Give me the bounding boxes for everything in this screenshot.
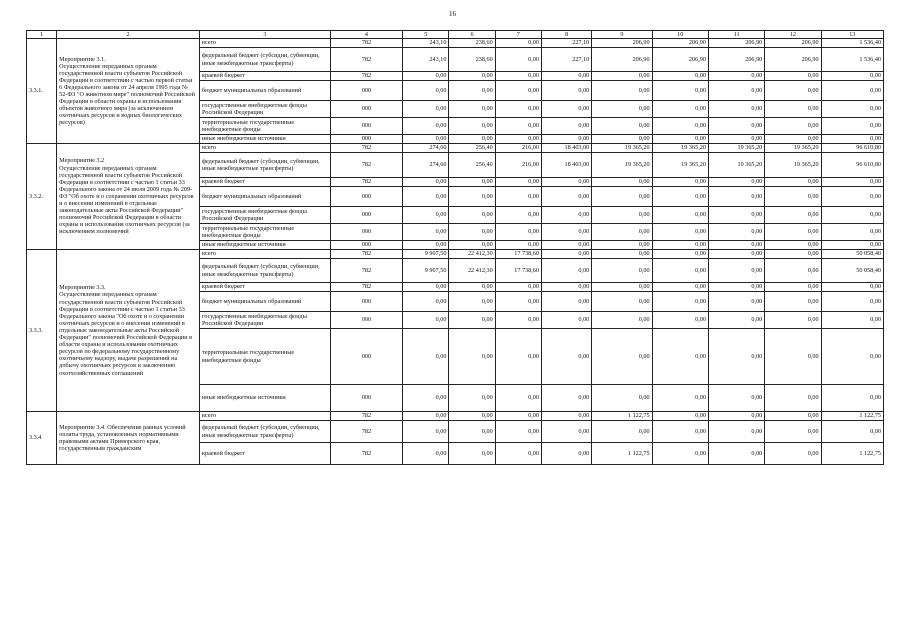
- value-cell: 0,00: [495, 101, 541, 118]
- total-value-cell: 50 058,40: [821, 259, 883, 283]
- value-cell: 0,00: [592, 178, 652, 187]
- value-cell: 0,00: [592, 312, 652, 329]
- value-cell: 0,00: [592, 283, 652, 292]
- value-cell: 0,00: [765, 283, 821, 292]
- value-cell: 0,00: [541, 385, 591, 412]
- budget-code: 782: [330, 259, 402, 283]
- value-cell: 17 738,60: [495, 250, 541, 259]
- value-cell: 0,00: [765, 81, 821, 101]
- measure-description: Мероприятие 3.2 Осуществление переданных органам государственной власти субъектов Российской Федерации в соответствии с частью 1 статьи 33 Федерального закона от 24 июля 2009 года № 209-ФЗ "Об охоте и о сохранении охотничьих ресурсов и о внесении изменений в отдельные законодательные акты Российской Федерации" полномочий Российской Федерации в области охраны и использования охотничьих ресурсов (за исключением полномочий: [57, 144, 200, 250]
- value-cell: 0,00: [541, 421, 591, 443]
- total-value-cell: 0,00: [821, 385, 883, 412]
- value-cell: 0,00: [592, 385, 652, 412]
- value-cell: 0,00: [541, 207, 591, 224]
- value-cell: 0,00: [765, 421, 821, 443]
- value-cell: 243,10: [403, 48, 449, 72]
- value-cell: 0,00: [495, 412, 541, 421]
- page-number: 16: [449, 10, 456, 18]
- value-cell: 0,00: [541, 329, 591, 385]
- value-cell: 0,00: [765, 135, 821, 144]
- value-cell: 0,00: [592, 241, 652, 250]
- value-cell: 0,00: [449, 135, 495, 144]
- value-cell: 0,00: [495, 224, 541, 241]
- value-cell: 0,00: [708, 283, 764, 292]
- measure-description: Мероприятие 3.1. Осуществление переданных органам государственной власти субъектов Российской Федерации в соответствии с частью первой статьи 6 Федерального закона от 24 апреля 1995 года № 52-ФЗ "О животном мире" полномочий Российской Федерации в области охраны и использования объектов животного мира (за исключением охотничьих ресурсов и водных биологических ресурсов): [57, 39, 200, 144]
- value-cell: 9 907,50: [403, 259, 449, 283]
- value-cell: 0,00: [708, 135, 764, 144]
- table-row: [27, 412, 884, 421]
- header-cell: 8: [541, 31, 591, 39]
- total-value-cell: 96 610,80: [821, 153, 883, 178]
- value-cell: 9 907,50: [403, 250, 449, 259]
- total-value-cell: 1 122,75: [821, 443, 883, 465]
- value-cell: 0,00: [765, 292, 821, 312]
- header-cell: 13: [821, 31, 883, 39]
- value-cell: 0,00: [541, 250, 591, 259]
- funding-source: федеральный бюджет (субсидии, субвенции, иные межбюджетные трансферты): [200, 48, 331, 72]
- value-cell: 0,00: [403, 292, 449, 312]
- funding-source: территориальные государственные внебюджетные фонды: [200, 118, 331, 135]
- value-cell: 0,00: [541, 443, 591, 465]
- value-cell: 227,10: [541, 39, 591, 48]
- value-cell: 0,00: [708, 385, 764, 412]
- measure-number: 3.3.3.: [27, 250, 57, 412]
- total-value-cell: 0,00: [821, 81, 883, 101]
- budget-code: 782: [330, 153, 402, 178]
- measure-number: 3.3.4: [27, 412, 57, 465]
- value-cell: 1 122,75: [592, 412, 652, 421]
- header-cell: 11: [708, 31, 764, 39]
- measure-description: Мероприятие 3.3. Осуществление переданных органам государственной власти субъектов Российской Федерации в соответствии с частью 1 статьи 33 Федерального закона "Об охоте и о сохранении охотничьих ресурсов и о внесении изменений в отдельные законодательные акты Российской Федерации" полномочий Российской Федерации в области охраны и использования охотничьих ресурсов по федеральному государственному охотничьему надзору, выдаче разрешений на добычу охотничьих ресурсов и заключению охотхозяйственных соглашений: [57, 250, 200, 412]
- value-cell: 0,00: [449, 329, 495, 385]
- funding-source: государственные внебюджетные фонды Российской Федерации: [200, 312, 331, 329]
- value-cell: 0,00: [652, 329, 708, 385]
- value-cell: 0,00: [708, 178, 764, 187]
- value-cell: 0,00: [652, 385, 708, 412]
- value-cell: 0,00: [495, 385, 541, 412]
- value-cell: 0,00: [495, 312, 541, 329]
- table-row: [27, 144, 884, 153]
- header-cell: 1: [27, 31, 57, 39]
- value-cell: 0,00: [403, 81, 449, 101]
- value-cell: 0,00: [652, 72, 708, 81]
- value-cell: 0,00: [652, 81, 708, 101]
- funding-source: федеральный бюджет (субсидии, субвенции, иные межбюджетные трансферты): [200, 421, 331, 443]
- value-cell: 0,00: [449, 178, 495, 187]
- budget-code: 782: [330, 144, 402, 153]
- value-cell: 0,00: [403, 101, 449, 118]
- total-value-cell: 1 536,40: [821, 48, 883, 72]
- value-cell: 0,00: [652, 241, 708, 250]
- header-cell: 2: [57, 31, 200, 39]
- value-cell: 206,90: [765, 48, 821, 72]
- value-cell: 0,00: [652, 178, 708, 187]
- funding-source: федеральный бюджет (субсидии, субвенции, иные межбюджетные трансферты): [200, 259, 331, 283]
- budget-code: 000: [330, 241, 402, 250]
- budget-code: 000: [330, 385, 402, 412]
- header-row: [27, 31, 884, 39]
- value-cell: 0,00: [541, 118, 591, 135]
- value-cell: 243,10: [403, 39, 449, 48]
- header-cell: 6: [449, 31, 495, 39]
- value-cell: 274,60: [403, 144, 449, 153]
- value-cell: 206,90: [592, 39, 652, 48]
- value-cell: 0,00: [403, 72, 449, 81]
- funding-source: всего: [200, 250, 331, 259]
- value-cell: 19 365,20: [708, 153, 764, 178]
- value-cell: 0,00: [449, 312, 495, 329]
- value-cell: 19 365,20: [765, 153, 821, 178]
- value-cell: 0,00: [765, 385, 821, 412]
- budget-code: 000: [330, 207, 402, 224]
- measure-number: 3.3.1.: [27, 39, 57, 144]
- budget-code: 782: [330, 412, 402, 421]
- header-cell: 4: [330, 31, 402, 39]
- total-value-cell: 50 058,40: [821, 250, 883, 259]
- value-cell: 206,90: [652, 48, 708, 72]
- value-cell: 0,00: [765, 241, 821, 250]
- total-value-cell: 0,00: [821, 312, 883, 329]
- value-cell: 0,00: [403, 385, 449, 412]
- value-cell: 206,90: [708, 39, 764, 48]
- value-cell: 0,00: [765, 118, 821, 135]
- header-cell: 7: [495, 31, 541, 39]
- value-cell: 0,00: [495, 421, 541, 443]
- header-cell: 3: [200, 31, 331, 39]
- value-cell: 0,00: [403, 412, 449, 421]
- value-cell: 0,00: [708, 259, 764, 283]
- budget-code: 782: [330, 283, 402, 292]
- value-cell: 0,00: [708, 241, 764, 250]
- value-cell: 22 412,30: [449, 250, 495, 259]
- value-cell: 0,00: [449, 207, 495, 224]
- value-cell: 0,00: [495, 118, 541, 135]
- value-cell: 19 365,20: [652, 153, 708, 178]
- value-cell: 0,00: [652, 292, 708, 312]
- value-cell: 0,00: [541, 312, 591, 329]
- budget-code: 000: [330, 292, 402, 312]
- budget-table-body: [27, 31, 884, 465]
- value-cell: 19 365,20: [708, 144, 764, 153]
- total-value-cell: 96 610,80: [821, 144, 883, 153]
- total-value-cell: 1 122,75: [821, 412, 883, 421]
- value-cell: 0,00: [541, 224, 591, 241]
- funding-source: территориальные государственные внебюджетные фонды: [200, 224, 331, 241]
- total-value-cell: 0,00: [821, 118, 883, 135]
- budget-code: 782: [330, 178, 402, 187]
- value-cell: 274,60: [403, 153, 449, 178]
- value-cell: 0,00: [449, 224, 495, 241]
- value-cell: 256,40: [449, 153, 495, 178]
- header-cell: 10: [652, 31, 708, 39]
- value-cell: 0,00: [708, 312, 764, 329]
- value-cell: 0,00: [495, 81, 541, 101]
- budget-code: 000: [330, 187, 402, 207]
- value-cell: 0,00: [652, 312, 708, 329]
- budget-code: 782: [330, 250, 402, 259]
- value-cell: 0,00: [708, 329, 764, 385]
- value-cell: 0,00: [541, 187, 591, 207]
- value-cell: 0,00: [449, 241, 495, 250]
- value-cell: 0,00: [495, 178, 541, 187]
- value-cell: 0,00: [765, 207, 821, 224]
- total-value-cell: 0,00: [821, 283, 883, 292]
- value-cell: 0,00: [403, 312, 449, 329]
- budget-code: 782: [330, 443, 402, 465]
- value-cell: 0,00: [708, 224, 764, 241]
- value-cell: 0,00: [449, 421, 495, 443]
- header-cell: 9: [592, 31, 652, 39]
- budget-code: 000: [330, 101, 402, 118]
- value-cell: 0,00: [652, 224, 708, 241]
- header-cell: 12: [765, 31, 821, 39]
- measure-description: Мероприятие 3.4. Обеспечение равных условий оплаты труда, установленных нормативными правовыми актами Приморского края, государственным гражданским: [57, 412, 200, 465]
- value-cell: 0,00: [449, 187, 495, 207]
- total-value-cell: 0,00: [821, 421, 883, 443]
- value-cell: 19 365,20: [652, 144, 708, 153]
- value-cell: 0,00: [708, 118, 764, 135]
- value-cell: 0,00: [765, 187, 821, 207]
- value-cell: 0,00: [708, 250, 764, 259]
- value-cell: 0,00: [495, 443, 541, 465]
- value-cell: 238,60: [449, 48, 495, 72]
- value-cell: 0,00: [592, 329, 652, 385]
- table-row: [27, 39, 884, 48]
- value-cell: 0,00: [541, 135, 591, 144]
- value-cell: 19 365,20: [592, 144, 652, 153]
- value-cell: 0,00: [708, 443, 764, 465]
- budget-code: 000: [330, 135, 402, 144]
- value-cell: 238,60: [449, 39, 495, 48]
- total-value-cell: 0,00: [821, 329, 883, 385]
- value-cell: 206,90: [708, 48, 764, 72]
- value-cell: 0,00: [495, 283, 541, 292]
- value-cell: 0,00: [541, 178, 591, 187]
- value-cell: 0,00: [592, 292, 652, 312]
- value-cell: 0,00: [765, 443, 821, 465]
- total-value-cell: 0,00: [821, 135, 883, 144]
- value-cell: 0,00: [708, 101, 764, 118]
- value-cell: 0,00: [495, 135, 541, 144]
- value-cell: 1 122,75: [592, 443, 652, 465]
- value-cell: 0,00: [449, 101, 495, 118]
- value-cell: 0,00: [449, 118, 495, 135]
- value-cell: 0,00: [592, 207, 652, 224]
- value-cell: 0,00: [495, 207, 541, 224]
- value-cell: 206,90: [652, 39, 708, 48]
- budget-code: 782: [330, 48, 402, 72]
- value-cell: 0,00: [765, 412, 821, 421]
- value-cell: 0,00: [708, 81, 764, 101]
- value-cell: 0,00: [652, 207, 708, 224]
- total-value-cell: 0,00: [821, 187, 883, 207]
- value-cell: 0,00: [592, 421, 652, 443]
- total-value-cell: 0,00: [821, 178, 883, 187]
- value-cell: 0,00: [652, 250, 708, 259]
- value-cell: 0,00: [708, 187, 764, 207]
- budget-code: 000: [330, 118, 402, 135]
- funding-source: всего: [200, 412, 331, 421]
- value-cell: 0,00: [495, 241, 541, 250]
- value-cell: 0,00: [765, 329, 821, 385]
- value-cell: 18 403,00: [541, 144, 591, 153]
- value-cell: 0,00: [449, 292, 495, 312]
- value-cell: 0,00: [708, 72, 764, 81]
- value-cell: 0,00: [541, 241, 591, 250]
- value-cell: 0,00: [403, 187, 449, 207]
- value-cell: 0,00: [652, 101, 708, 118]
- value-cell: 0,00: [449, 385, 495, 412]
- value-cell: 0,00: [403, 421, 449, 443]
- total-value-cell: 0,00: [821, 207, 883, 224]
- value-cell: 0,00: [403, 241, 449, 250]
- value-cell: 0,00: [765, 250, 821, 259]
- value-cell: 0,00: [652, 259, 708, 283]
- value-cell: 0,00: [403, 283, 449, 292]
- value-cell: 0,00: [652, 421, 708, 443]
- funding-source: бюджет муниципальных образований: [200, 292, 331, 312]
- budget-code: 000: [330, 81, 402, 101]
- table-row: [27, 250, 884, 259]
- value-cell: 0,00: [449, 283, 495, 292]
- value-cell: 0,00: [495, 292, 541, 312]
- value-cell: 0,00: [592, 118, 652, 135]
- budget-code: 782: [330, 72, 402, 81]
- budget-code: 000: [330, 329, 402, 385]
- value-cell: 0,00: [592, 101, 652, 118]
- value-cell: 0,00: [652, 118, 708, 135]
- total-value-cell: 0,00: [821, 292, 883, 312]
- header-cell: 5: [403, 31, 449, 39]
- value-cell: 0,00: [495, 329, 541, 385]
- value-cell: 0,00: [652, 187, 708, 207]
- value-cell: 0,00: [403, 118, 449, 135]
- funding-source: краевой бюджет: [200, 178, 331, 187]
- value-cell: 0,00: [765, 312, 821, 329]
- funding-source: краевой бюджет: [200, 72, 331, 81]
- value-cell: 19 365,20: [765, 144, 821, 153]
- value-cell: 256,40: [449, 144, 495, 153]
- value-cell: 0,00: [592, 224, 652, 241]
- funding-source: бюджет муниципальных образований: [200, 187, 331, 207]
- total-value-cell: 0,00: [821, 241, 883, 250]
- value-cell: 0,00: [708, 412, 764, 421]
- value-cell: 0,00: [652, 283, 708, 292]
- budget-table: [26, 30, 884, 465]
- value-cell: 0,00: [541, 283, 591, 292]
- value-cell: 0,00: [592, 259, 652, 283]
- value-cell: 0,00: [708, 292, 764, 312]
- funding-source: федеральный бюджет (субсидии, субвенции, иные межбюджетные трансферты): [200, 153, 331, 178]
- value-cell: 0,00: [495, 39, 541, 48]
- total-value-cell: 0,00: [821, 224, 883, 241]
- value-cell: 0,00: [592, 250, 652, 259]
- value-cell: 0,00: [449, 412, 495, 421]
- value-cell: 0,00: [765, 72, 821, 81]
- value-cell: 227,10: [541, 48, 591, 72]
- value-cell: 0,00: [449, 443, 495, 465]
- value-cell: 0,00: [541, 259, 591, 283]
- budget-code: 782: [330, 421, 402, 443]
- funding-source: государственные внебюджетные фонды Российской Федерации: [200, 207, 331, 224]
- measure-number: 3.3.2.: [27, 144, 57, 250]
- funding-source: государственные внебюджетные фонды Российской Федерации: [200, 101, 331, 118]
- value-cell: 0,00: [541, 72, 591, 81]
- value-cell: 22 412,30: [449, 259, 495, 283]
- value-cell: 0,00: [403, 329, 449, 385]
- funding-source: территориальные государственные внебюджетные фонды: [200, 329, 331, 385]
- funding-source: краевой бюджет: [200, 443, 331, 465]
- value-cell: 216,00: [495, 144, 541, 153]
- value-cell: 0,00: [403, 207, 449, 224]
- value-cell: 0,00: [708, 421, 764, 443]
- budget-code: 000: [330, 312, 402, 329]
- value-cell: 0,00: [652, 135, 708, 144]
- value-cell: 0,00: [652, 412, 708, 421]
- value-cell: 0,00: [765, 224, 821, 241]
- value-cell: 0,00: [592, 72, 652, 81]
- value-cell: 0,00: [708, 207, 764, 224]
- funding-source: иные внебюджетные источники: [200, 135, 331, 144]
- value-cell: 0,00: [495, 187, 541, 207]
- value-cell: 19 365,20: [592, 153, 652, 178]
- total-value-cell: 0,00: [821, 72, 883, 81]
- value-cell: 0,00: [652, 443, 708, 465]
- budget-code: 782: [330, 39, 402, 48]
- value-cell: 0,00: [403, 178, 449, 187]
- value-cell: 0,00: [765, 259, 821, 283]
- value-cell: 0,00: [449, 81, 495, 101]
- value-cell: 0,00: [592, 135, 652, 144]
- value-cell: 0,00: [541, 101, 591, 118]
- value-cell: 0,00: [541, 412, 591, 421]
- funding-source: всего: [200, 144, 331, 153]
- value-cell: 0,00: [765, 101, 821, 118]
- value-cell: 206,90: [592, 48, 652, 72]
- funding-source: краевой бюджет: [200, 283, 331, 292]
- value-cell: 18 403,00: [541, 153, 591, 178]
- value-cell: 0,00: [541, 292, 591, 312]
- value-cell: 216,00: [495, 153, 541, 178]
- total-value-cell: 0,00: [821, 101, 883, 118]
- total-value-cell: 1 536,40: [821, 39, 883, 48]
- value-cell: 17 738,60: [495, 259, 541, 283]
- value-cell: 0,00: [592, 81, 652, 101]
- funding-source: всего: [200, 39, 331, 48]
- budget-code: 000: [330, 224, 402, 241]
- value-cell: 0,00: [541, 81, 591, 101]
- value-cell: 0,00: [403, 224, 449, 241]
- funding-source: бюджет муниципальных образований: [200, 81, 331, 101]
- value-cell: 0,00: [403, 135, 449, 144]
- value-cell: 0,00: [449, 72, 495, 81]
- value-cell: 206,90: [765, 39, 821, 48]
- value-cell: 0,00: [495, 48, 541, 72]
- value-cell: 0,00: [765, 178, 821, 187]
- value-cell: 0,00: [592, 187, 652, 207]
- value-cell: 0,00: [403, 443, 449, 465]
- funding-source: иные внебюджетные источники: [200, 385, 331, 412]
- funding-source: иные внебюджетные источники: [200, 241, 331, 250]
- value-cell: 0,00: [495, 72, 541, 81]
